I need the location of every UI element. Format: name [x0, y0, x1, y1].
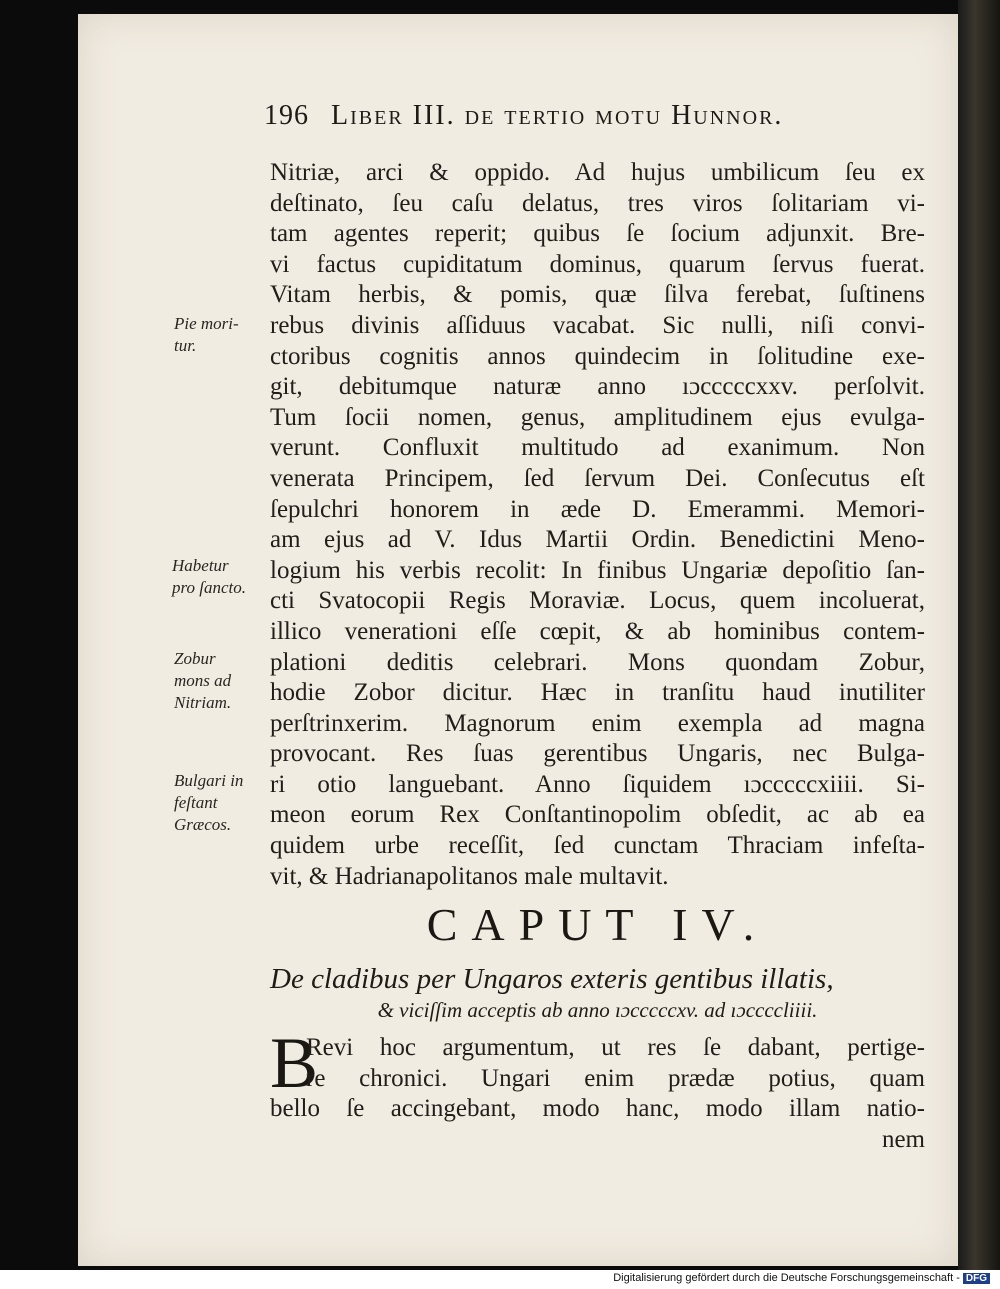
- margin-note: [172, 555, 246, 599]
- text-line: venerata Principem, ſed ſervum Dei. Conſecutus eſt: [270, 464, 925, 492]
- text-line: ri otio languebant. Anno ſiquidem ıɔcccccxiiii. Si-: [270, 770, 925, 798]
- text-line: quidem urbe receſſit, ſed cunctam Thraciam infeſta-: [270, 832, 925, 860]
- chapter-body-text-continued: [270, 1094, 925, 1155]
- page-number: 196: [264, 100, 309, 131]
- text-line: provocant. Res ſuas gerentibus Ungaris, nec Bulga-: [270, 740, 925, 768]
- margin-note-line: Bulgari in: [174, 771, 244, 790]
- dfg-logo-icon: DFG: [963, 1273, 990, 1284]
- text-line: verunt. Confluxit multitudo ad exanimum. Non: [270, 434, 925, 462]
- catchword: nem: [881, 1125, 925, 1153]
- chapter-title: CAPUT IV.: [426, 899, 769, 950]
- text-line: Revi hoc argumentum, ut res ſe dabant, pertige-: [306, 1034, 925, 1061]
- text-line: am ejus ad V. Idus Martii Ordin. Benedictini Meno-: [270, 526, 925, 554]
- text-line: vi factus cupiditatum dominus, quarum ſervus fuerat.: [270, 250, 925, 278]
- text-line: ſepulchri honorem in æde D. Emerammi. Memori-: [270, 495, 925, 523]
- chapter-body-text: [306, 1033, 925, 1094]
- margin-note-line: Zobur: [174, 649, 216, 668]
- margin-note-line: tur.: [174, 336, 197, 355]
- text-line: Nitriæ, arci & oppido. Ad hujus umbilicum ſeu ex: [270, 159, 925, 186]
- digitization-footer: [0, 1272, 990, 1289]
- margin-note-line: Nitriam.: [174, 693, 232, 712]
- running-header: [264, 100, 844, 132]
- drop-cap: B: [270, 1023, 319, 1103]
- text-line: meon eorum Rex Conſtantinopolim obſedit, ac ab ea: [270, 801, 925, 829]
- text-line: re chronici. Ungari enim prædæ potius, quam: [306, 1064, 925, 1092]
- text-line: plationi deditis celebrari. Mons quondam Zobur,: [270, 648, 925, 676]
- margin-note: [174, 648, 231, 714]
- text-line: tam agentes reperit; quibus ſe ſocium adjunxit. Bre-: [270, 220, 925, 248]
- margin-note-line: pro ſancto.: [172, 578, 246, 597]
- margin-note-line: Habetur: [172, 556, 229, 575]
- page-edge-shadow: [958, 0, 1000, 1270]
- text-line: Tum ſocii nomen, genus, amplitudinem ejus evulga-: [270, 403, 925, 431]
- body-text: [270, 158, 925, 892]
- margin-note-line: mons ad: [174, 671, 232, 690]
- text-line: perſtrinxerim. Magnorum enim exempla ad magna: [270, 709, 925, 737]
- chapter-subtitle-line2: & viciſſim acceptis ab anno ıɔcccccxv. ad ıɔccccliiii.: [377, 998, 818, 1022]
- margin-note-line: feſtant: [174, 793, 218, 812]
- text-line: ctoribus cognitis annos quindecim in ſolitudine exe-: [270, 342, 925, 370]
- text-line: hodie Zobor dicitur. Hæc in tranſitu haud inutiliter: [270, 679, 925, 707]
- text-line: vit, & Hadrianapolitanos male multavit.: [270, 862, 669, 890]
- margin-note: [174, 770, 243, 836]
- text-line: logium his verbis recolit: In finibus Ungariæ depoſitio ſan-: [270, 556, 925, 584]
- text-line: illico venerationi eſſe cœpit, & ab hominibus contem-: [270, 617, 925, 645]
- margin-note: [174, 313, 239, 357]
- text-line: Vitam herbis, & pomis, quæ ſilva ferebat, ſuſtinens: [270, 281, 925, 309]
- text-line: cti Svatocopii Regis Moraviæ. Locus, quem incoluerat,: [270, 587, 925, 615]
- text-line: git, debitumque naturæ anno ıɔcccccxxv. perſolvit.: [270, 373, 925, 401]
- text-line: bello ſe accingebant, modo hanc, modo illam natio-: [270, 1095, 925, 1122]
- text-line: rebus divinis aſſiduus vacabat. Sic nulli, niſi convi-: [270, 311, 925, 339]
- footer-credit: Digitalisierung gefördert durch die Deutsche Forschungsgemeinschaft -: [613, 1272, 960, 1284]
- running-title: Liber III. de tertio motu Hunnor.: [331, 100, 784, 131]
- margin-note-line: Græcos.: [174, 815, 232, 834]
- margin-note-line: Pie mori-: [174, 314, 239, 333]
- chapter-subtitle: De cladibus per Ungaros exteris gentibus illatis,: [270, 963, 834, 995]
- text-line: deſtinato, ſeu caſu delatus, tres viros ſolitariam vi-: [270, 189, 925, 217]
